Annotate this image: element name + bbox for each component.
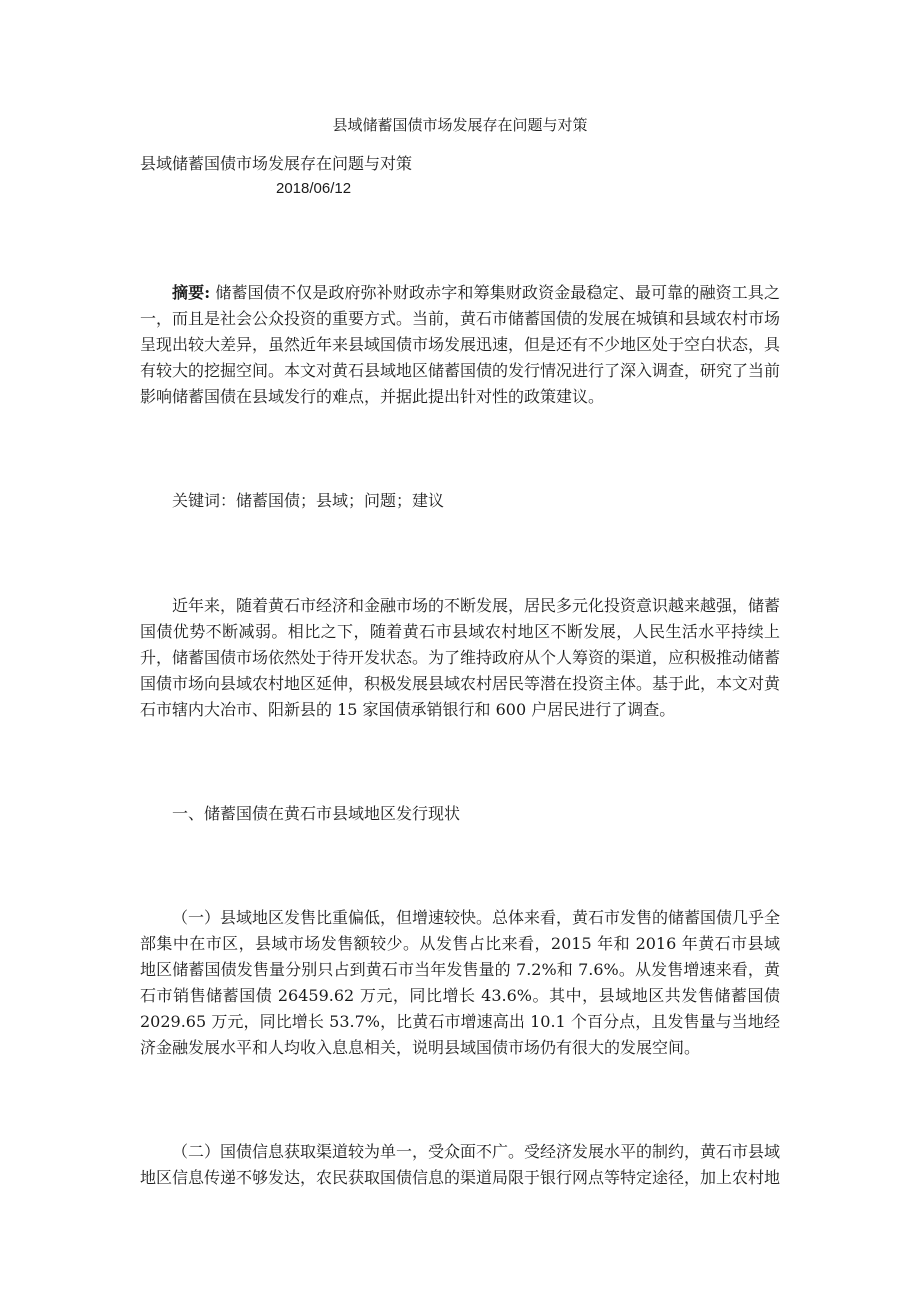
abstract-paragraph — [140, 280, 780, 410]
section-heading: 一、储蓄国债在黄石市县域地区发行现状 — [172, 804, 461, 823]
section-paragraph-2: （二）国债信息获取渠道较为单一，受众面不广。受经济发展水平的制约，黄石市县域地区信息传递不够发达，农民获取国债信息的渠道局限于银行网点等特定途径，加上农村地 — [140, 1142, 781, 1187]
article-title: 县域储蓄国债市场发展存在问题与对策 — [140, 154, 413, 173]
publish-date: 2018/06/12 — [276, 180, 352, 197]
abstract-label: 摘要: — [172, 283, 211, 302]
document-title: 县域储蓄国债市场发展存在问题与对策 — [332, 116, 588, 134]
keywords-line: 关键词：储蓄国债；县域；问题；建议 — [172, 491, 445, 510]
abstract-text: 储蓄国债不仅是政府弥补财政赤字和筹集财政资金最稳定、最可靠的融资工具之一，而且是社会公众投资的重要方式。当前，黄石市储蓄国债的发展在城镇和县域农村市场呈现出较大差异，虽然近年来县域国债市场发展迅速，但是还有不少地区处于空白状态，具有较大的挖掘空间。本文对黄石县域地区储蓄国债的发行情况进行了深入调查，研究了当前影响储蓄国债在县域发行的难点，并据此提出针对性的政策建议。 — [140, 283, 781, 406]
intro-paragraph: 近年来，随着黄石市经济和金融市场的不断发展，居民多元化投资意识越来越强，储蓄国债优势不断减弱。相比之下，随着黄石市县域农村地区不断发展，人民生活水平持续上升，储蓄国债市场依然处于待开发状态。为了维持政府从个人筹资的渠道，应积极推动储蓄国债市场向县域农村地区延伸，积极发展县域农村居民等潜在投资主体。基于此，本文对黄石市辖内大冶市、阳新县的 15 家国债承销银行和 600 户居民进行了调查。 — [140, 596, 781, 719]
section-paragraph-1: （一）县域地区发售比重偏低，但增速较快。总体来看，黄石市发售的储蓄国债几乎全部集中在市区，县域市场发售额较少。从发售占比来看，2015 年和 2016 年黄石市县域地区储蓄国债发售量分别只占到黄石市当年发售量的 7.2%和 7.6%。从发售增速来看，黄石市销售储蓄国债 26459.62 万元，同比增长 43.6%。其中，县域地区共发售储蓄国债 2029.65 万元，同比增长 53.7%，比黄石市增速高出 10.1 个百分点，且发售量与当地经济金融发展水平和人均收入息息相关，说明县域国债市场仍有很大的发展空间。 — [140, 908, 781, 1057]
